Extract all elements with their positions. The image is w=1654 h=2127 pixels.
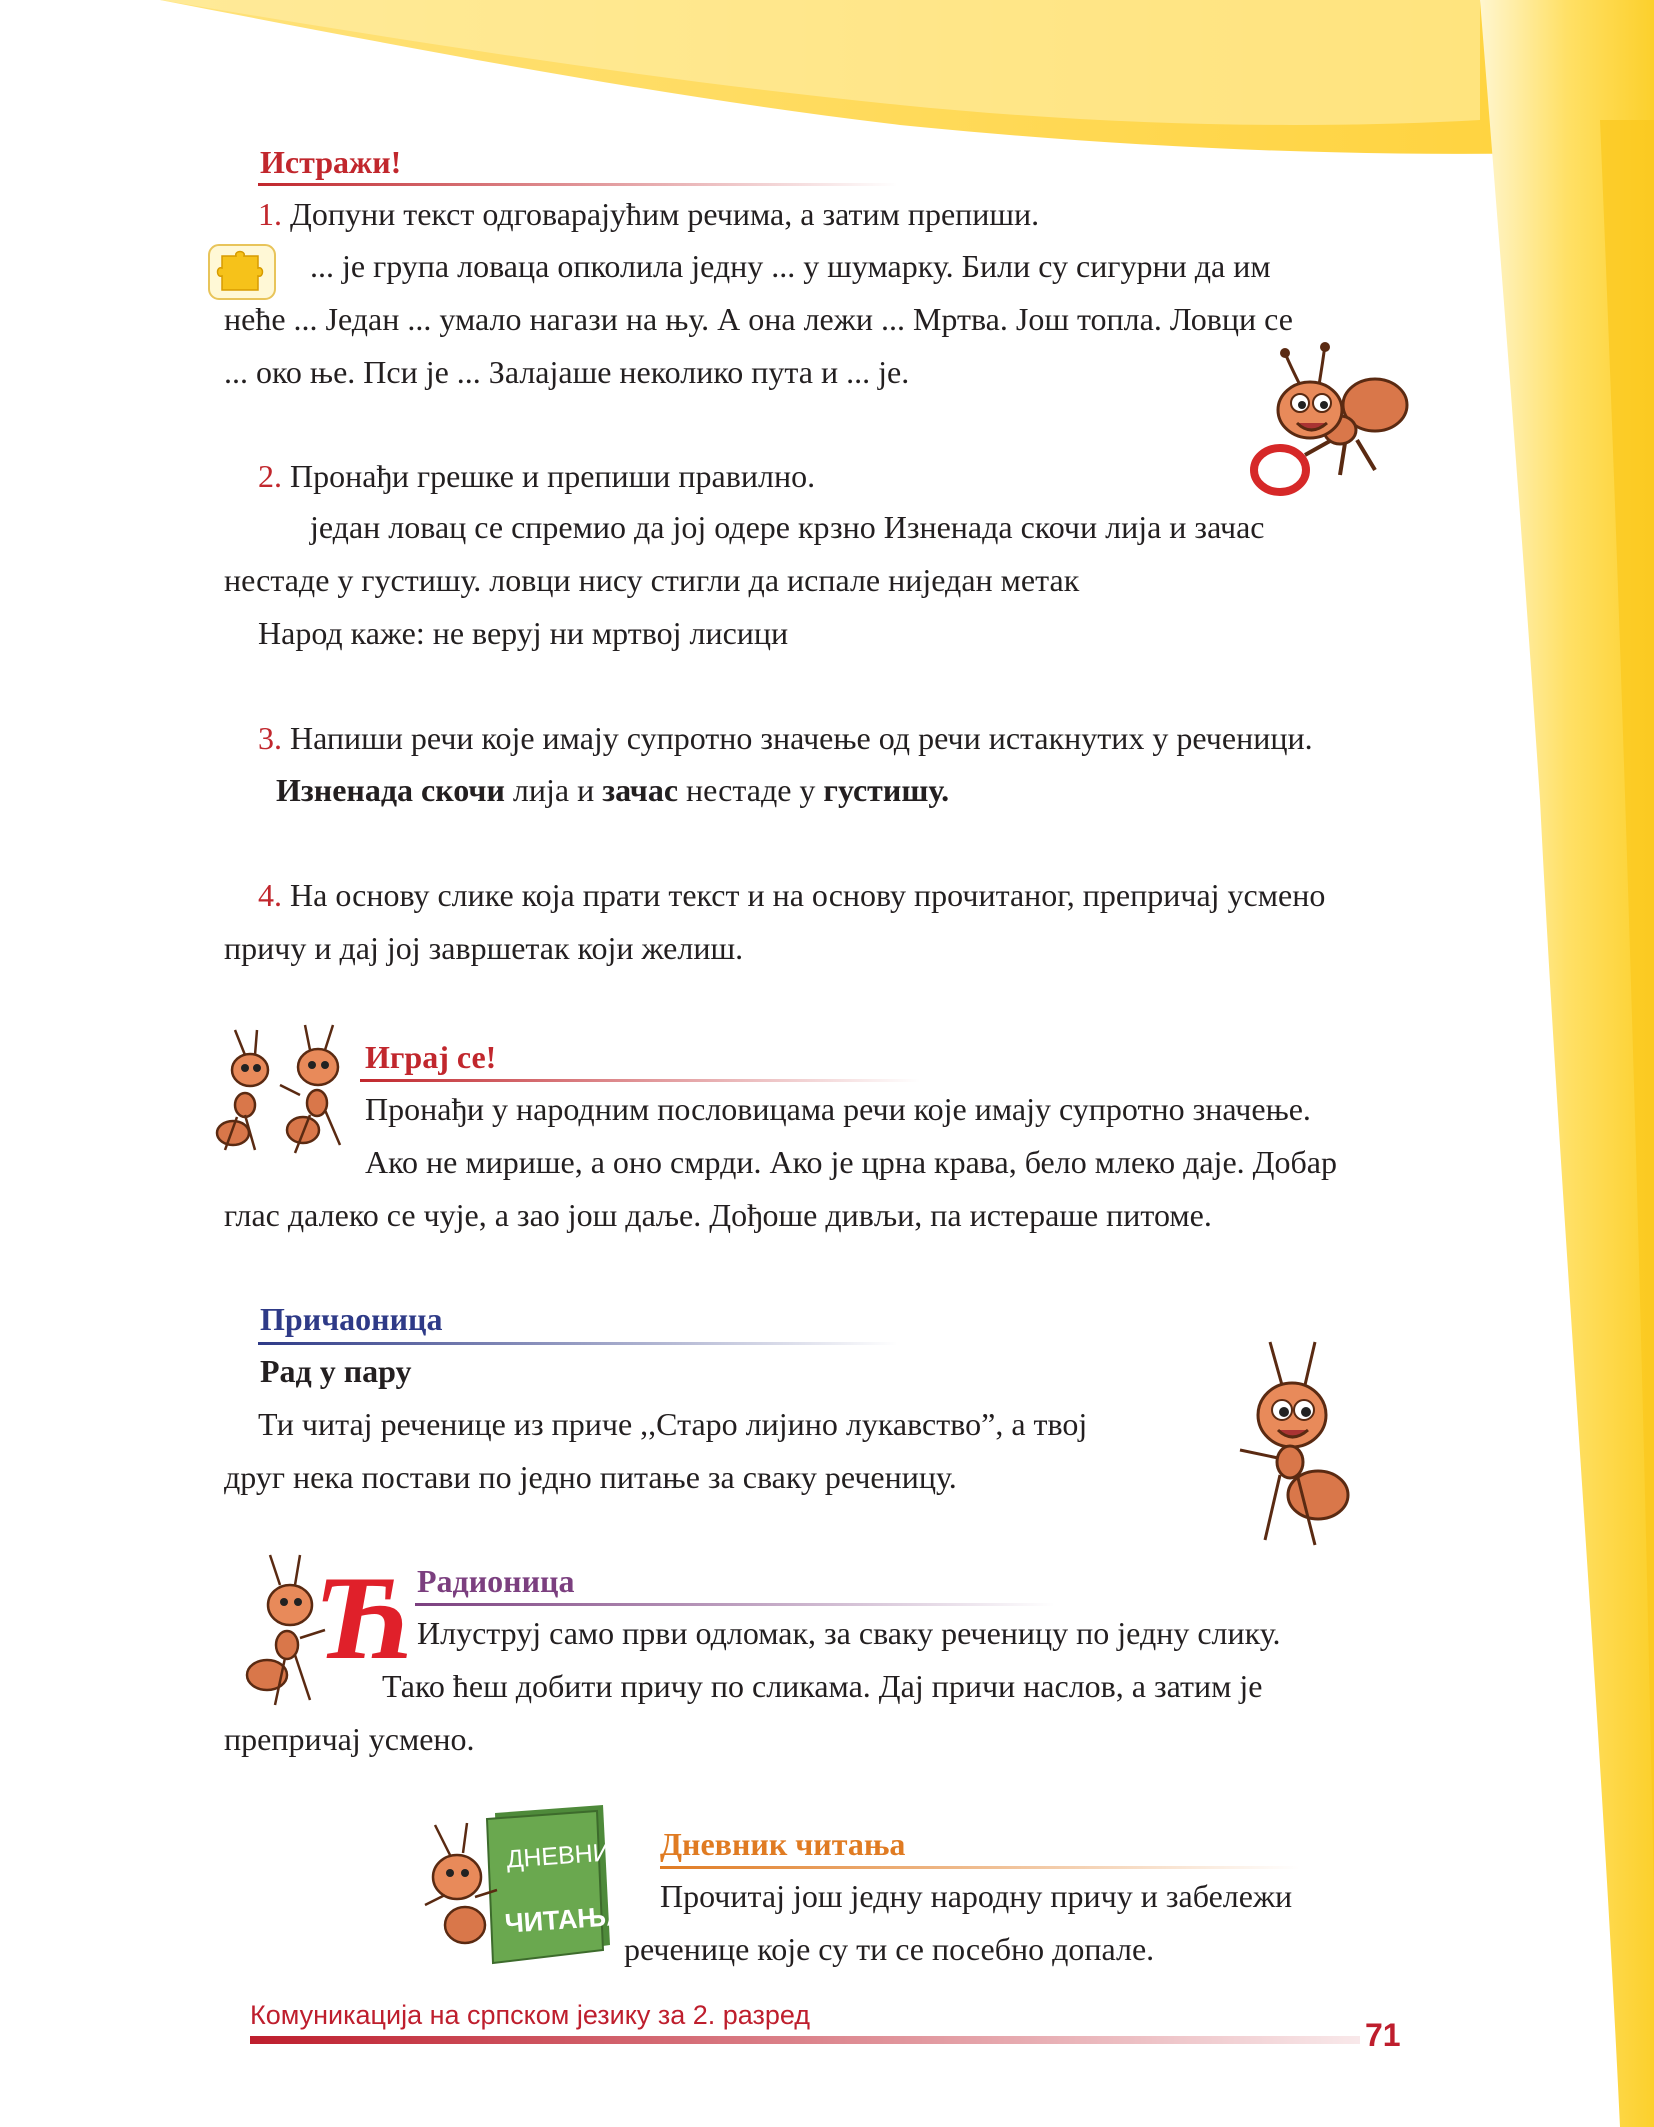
sentence-text: лија и — [504, 772, 603, 808]
task-2-line: нестаде у густишу. ловци нису стигли да испале ниједан метак — [224, 562, 1080, 598]
task-1-line: ... око ње. Пси је ... Залајаше неколико пута и ... је. — [224, 354, 910, 390]
footer-book-title: Комуникација на српском језику за 2. разред — [250, 2000, 811, 2030]
radionica-line: Тако ћеш добити причу по сликама. Дај причи наслов, а затим је — [382, 1668, 1263, 1704]
task-4-instruction — [258, 877, 1325, 913]
task-4-line: причу и дај јој завршетак који желиш. — [224, 930, 744, 966]
task-number: 3. — [258, 720, 282, 756]
task-2-line: један ловац се спремио да јој одере крзно Изненада скочи лија и зачас — [310, 509, 1265, 545]
task-3-sentence — [276, 772, 949, 808]
reading-diary-book-illustration — [405, 1805, 627, 1965]
game-line: глас далеко се чује, а зао још даље. Дођоше дивљи, па истераше питоме. — [224, 1197, 1212, 1233]
task-1-instruction — [258, 196, 1039, 232]
puzzle-icon — [208, 244, 276, 300]
section-title-pricaonica: Причаоница — [260, 1301, 443, 1337]
radionica-line: Илуструј само први одломак, за сваку реченицу по једну слику. — [417, 1615, 1281, 1651]
task-text: На основу слике која прати текст и на основу прочитаног, препричај усмено — [282, 877, 1326, 913]
task-1-line: ... је група ловаца опколила једну ... у шумарку. Били су сигурни да им — [310, 248, 1271, 284]
waving-ant-illustration — [1230, 1340, 1360, 1550]
page-number: 71 — [1365, 2017, 1401, 2053]
section-title-dnevnik-citanja: Дневник читања — [660, 1826, 906, 1862]
pricaonica-line: Ти читај реченице из приче ,,Старо лијино лукавство”, а твој — [258, 1406, 1088, 1442]
task-1-line: неће ... Један ... умало нагази на њу. А она лежи ... Мртва. Још топла. Ловци се — [224, 301, 1293, 337]
task-2-line: Народ каже: не веруј ни мртвој лисици — [258, 615, 789, 651]
book-label-line2: ЧИТАЊА — [503, 1900, 627, 1939]
two-ants-illustration — [215, 1025, 365, 1155]
section-subtitle-rad-u-paru: Рад у пару — [260, 1353, 412, 1389]
highlighted-word: Изненада скочи — [276, 772, 505, 808]
book-label-line1: ДНЕВНИК — [505, 1837, 627, 1874]
pricaonica-line: друг нека постави по једно питање за сваку реченицу. — [224, 1459, 957, 1495]
game-line: Пронађи у народним пословицама речи које имају супротно значење. — [365, 1091, 1311, 1127]
task-text: Напиши речи које имају супротно значење од речи истакнутих у реченици. — [282, 720, 1313, 756]
task-2-instruction — [258, 458, 815, 494]
section-title-istrazi: Истражи! — [260, 144, 402, 180]
ant-magnifier-illustration — [1245, 345, 1415, 505]
task-number: 1. — [258, 196, 282, 232]
section-title-radionica: Радионица — [417, 1563, 575, 1599]
dnevnik-line: Прочитај још једну народну причу и забележи — [660, 1878, 1293, 1914]
radionica-line: препричај усмено. — [224, 1721, 475, 1757]
dnevnik-line: реченице које су ти се посебно допале. — [624, 1931, 1155, 1967]
letter-tshe: Ћ — [315, 1551, 413, 1684]
section-title-igraj-se: Играј се! — [365, 1039, 497, 1075]
task-text: Допуни текст одговарајућим речима, а затим препиши. — [282, 196, 1040, 232]
highlighted-word: густишу. — [823, 772, 950, 808]
task-number: 4. — [258, 877, 282, 913]
task-text: Пронађи грешке и препиши правилно. — [282, 458, 816, 494]
ant-with-letter-illustration — [245, 1550, 413, 1710]
game-line: Ако не мирише, а оно смрди. Ако је црна крава, бело млеко даје. Добар — [365, 1144, 1337, 1180]
sentence-text: нестаде у — [678, 772, 824, 808]
task-3-instruction — [258, 720, 1313, 756]
task-number: 2. — [258, 458, 282, 494]
highlighted-word: зачас — [602, 772, 679, 808]
